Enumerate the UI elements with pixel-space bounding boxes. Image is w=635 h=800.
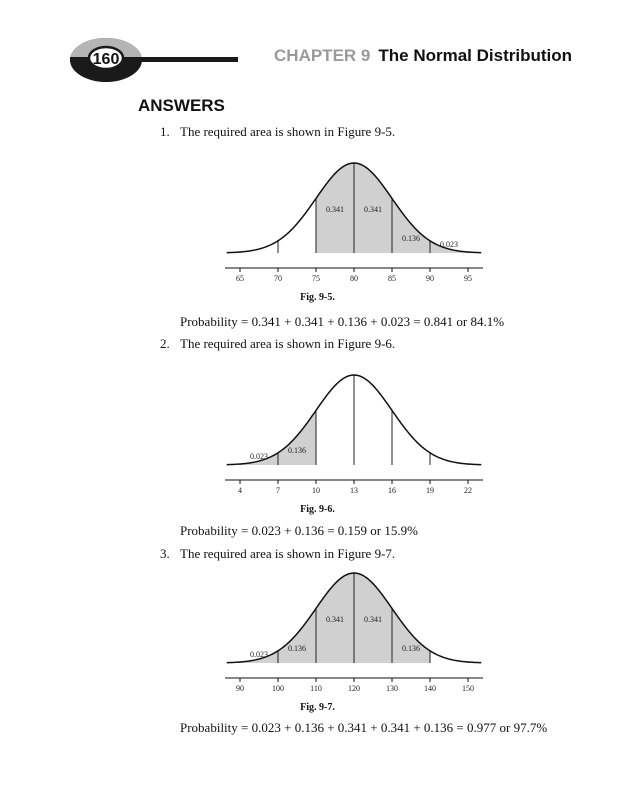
x-tick-label: 90 bbox=[236, 684, 244, 693]
region-label: 0.341 bbox=[364, 204, 382, 214]
x-tick-label: 16 bbox=[388, 486, 396, 495]
x-tick-label: 95 bbox=[464, 274, 472, 283]
figure-9-6 bbox=[225, 364, 485, 499]
chapter-label: CHAPTER 9 bbox=[274, 46, 371, 65]
answer-item-3 bbox=[160, 546, 395, 562]
answer-text: The required area is shown in Figure 9-6. bbox=[180, 336, 396, 351]
probability-line: Probability = 0.023 + 0.136 = 0.159 or 15.9% bbox=[180, 523, 418, 538]
answer-item-2 bbox=[160, 336, 395, 352]
x-tick-label: 13 bbox=[350, 486, 358, 495]
x-tick-label: 130 bbox=[386, 684, 398, 693]
x-tick-label: 100 bbox=[272, 684, 284, 693]
region-label: 0.341 bbox=[326, 204, 344, 214]
region-label: 0.341 bbox=[326, 614, 344, 624]
probability-line: Probability = 0.023 + 0.136 + 0.341 + 0.341 + 0.136 = 0.977 or 97.7% bbox=[180, 720, 548, 735]
x-tick-label: 22 bbox=[464, 486, 472, 495]
region-label: 0.136 bbox=[288, 644, 306, 654]
probability-line: Probability = 0.341 + 0.341 + 0.136 + 0.023 = 0.841 or 84.1% bbox=[180, 314, 505, 329]
x-tick-label: 120 bbox=[348, 684, 360, 693]
section-heading: ANSWERS bbox=[138, 96, 225, 115]
answer-item-1 bbox=[160, 124, 395, 140]
x-tick-label: 10 bbox=[312, 486, 320, 495]
answer-text: The required area is shown in Figure 9-7. bbox=[180, 546, 396, 561]
x-tick-label: 80 bbox=[350, 274, 358, 283]
chapter-heading bbox=[270, 46, 572, 66]
x-tick-label: 19 bbox=[426, 486, 434, 495]
figure-caption: Fig. 9-7. bbox=[300, 702, 335, 713]
x-tick-label: 150 bbox=[462, 684, 474, 693]
answer-text: The required area is shown in Figure 9-5. bbox=[180, 124, 396, 139]
region-label: 0.023 bbox=[250, 452, 268, 461]
region-label: 0.136 bbox=[402, 234, 420, 244]
x-tick-label: 65 bbox=[236, 274, 244, 283]
page-number-badge bbox=[0, 0, 240, 90]
figure-caption: Fig. 9-6. bbox=[300, 504, 335, 515]
region-label: 0.023 bbox=[440, 240, 458, 249]
figure-caption: Fig. 9-5. bbox=[300, 292, 335, 303]
chapter-title: The Normal Distribution bbox=[378, 46, 572, 65]
region-label: 0.023 bbox=[250, 650, 268, 659]
page-number: 160 bbox=[92, 51, 120, 68]
figure-9-5 bbox=[225, 152, 485, 287]
x-tick-label: 7 bbox=[276, 486, 280, 495]
x-tick-label: 70 bbox=[274, 274, 282, 283]
region-label: 0.341 bbox=[364, 614, 382, 624]
x-tick-label: 90 bbox=[426, 274, 434, 283]
x-tick-label: 75 bbox=[312, 274, 320, 283]
region-label: 0.136 bbox=[288, 446, 306, 456]
x-tick-label: 4 bbox=[238, 486, 242, 495]
figure-9-7 bbox=[225, 562, 485, 697]
x-tick-label: 85 bbox=[388, 274, 396, 283]
answer-number: 2. bbox=[160, 336, 170, 351]
x-tick-label: 140 bbox=[424, 684, 436, 693]
answer-number: 1. bbox=[160, 124, 170, 139]
x-tick-label: 110 bbox=[310, 684, 322, 693]
answer-number: 3. bbox=[160, 546, 170, 561]
region-label: 0.136 bbox=[402, 644, 420, 654]
